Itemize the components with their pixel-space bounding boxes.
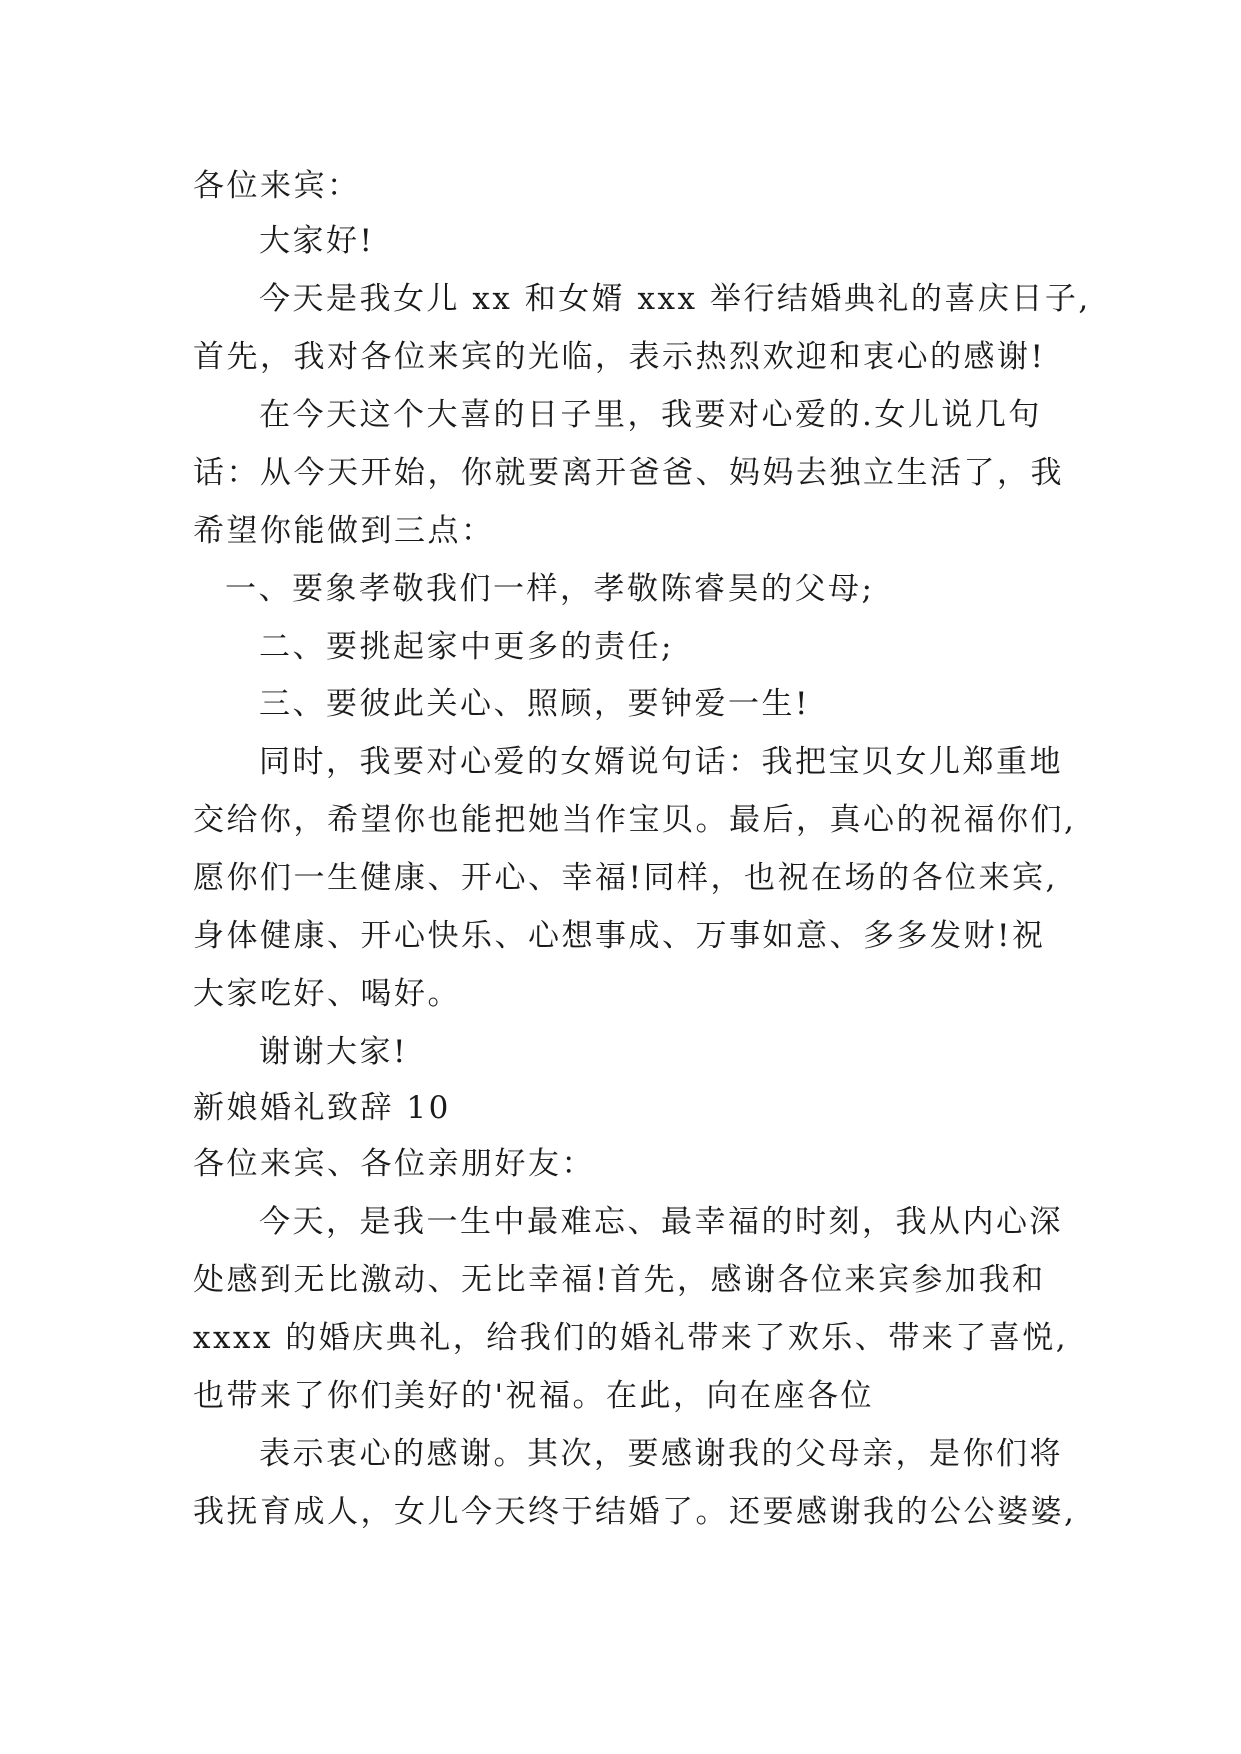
list-item: 二、要挑起家中更多的责任; (259, 629, 674, 665)
list-item: 三、要彼此关心、照顾，要钟爱一生! (259, 686, 810, 722)
paragraph-line: xxxx 的婚庆典礼，给我们的婚礼带来了欢乐、带来了喜悦, (193, 1320, 1069, 1356)
paragraph-line: 表示衷心的感谢。其次，要感谢我的父母亲，是你们将 (259, 1436, 1063, 1472)
paragraph-line: 话：从今天开始，你就要离开爸爸、妈妈去独立生活了，我 (193, 455, 1064, 491)
greeting: 大家好! (259, 223, 375, 259)
salutation: 各位来宾： (193, 168, 361, 204)
paragraph-line: 今天，是我一生中最难忘、最幸福的时刻，我从内心深 (259, 1204, 1063, 1240)
list-item: 一、要象孝敬我们一样，孝敬陈睿昊的父母; (225, 571, 875, 607)
closing-line: 谢谢大家! (259, 1034, 408, 1070)
paragraph-line: 大家吃好、喝好。 (193, 976, 461, 1012)
paragraph-line: 今天是我女儿 xx 和女婿 xxx 举行结婚典礼的喜庆日子, (259, 281, 1091, 317)
paragraph-line: 首先，我对各位来宾的光临，表示热烈欢迎和衷心的感谢! (193, 339, 1046, 375)
paragraph-line: 在今天这个大喜的日子里，我要对心爱的.女儿说几句 (259, 397, 1042, 433)
salutation: 各位来宾、各位亲朋好友： (193, 1146, 595, 1182)
paragraph-line: 也带来了你们美好的'祝福。在此，向在座各位 (193, 1378, 875, 1414)
paragraph-line: 交给你，希望你也能把她当作宝贝。最后，真心的祝福你们, (193, 802, 1077, 838)
section-title: 新娘婚礼致辞 10 (193, 1090, 451, 1126)
paragraph-line: 我抚育成人，女儿今天终于结婚了。还要感谢我的公公婆婆, (193, 1494, 1077, 1530)
paragraph-line: 希望你能做到三点： (193, 513, 495, 549)
paragraph-line: 同时，我要对心爱的女婿说句话：我把宝贝女儿郑重地 (259, 744, 1063, 780)
paragraph-line: 处感到无比激动、无比幸福!首先，感谢各位来宾参加我和 (193, 1262, 1046, 1298)
paragraph-line: 身体健康、开心快乐、心想事成、万事如意、多多发财!祝 (193, 918, 1046, 954)
paragraph-line: 愿你们一生健康、开心、幸福!同样，也祝在场的各位来宾, (193, 860, 1058, 896)
